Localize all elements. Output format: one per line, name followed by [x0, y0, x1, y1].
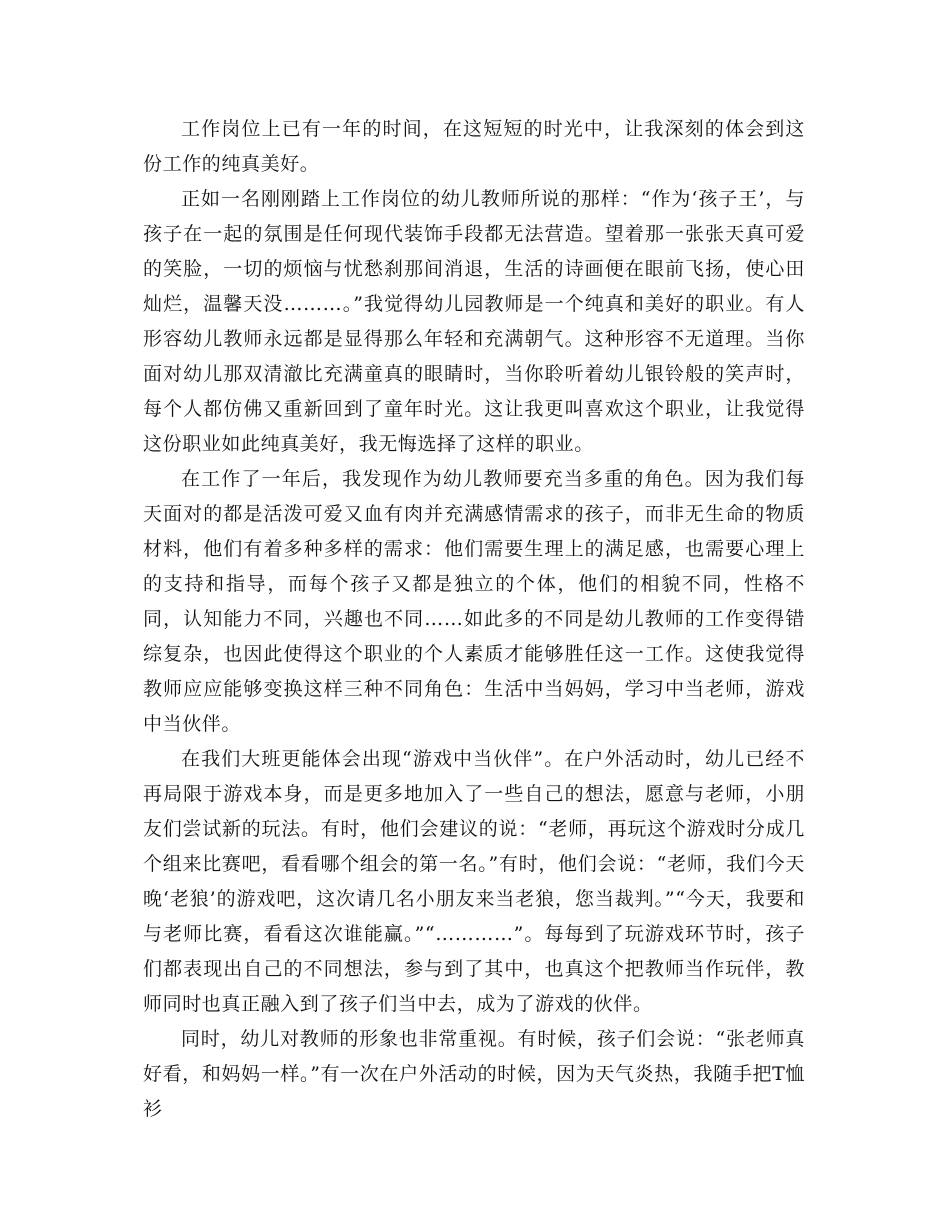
paragraph-2: 正如一名刚刚踏上工作岗位的幼儿教师所说的那样：“作为‘孩子王’，与孩子在一起的氛围是任何现代装饰手段都无法营造。望着那一张张天真可爱的笑脸，一切的烦恼与忧愁刹那间消退，生活的诗画便在眼前飞扬，使心田灿烂，温馨天没………。”我觉得幼儿园教师是一个纯真和美好的职业。有人形容幼儿教师永远都是显得那么年轻和充满朝气。这种形容不无道理。当你面对幼儿那双清澈比充满童真的眼睛时，当你聆听着幼儿银铃般的笑声时，每个人都仿佛又重新回到了童年时光。这让我更叫喜欢这个职业，让我觉得这份职业如此纯真美好，我无悔选择了这样的职业。 — [143, 188, 805, 455]
document-body — [143, 112, 805, 1127]
paragraph-1: 工作岗位上已有一年的时间，在这短短的时光中，让我深刻的体会到这份工作的纯真美好。 — [143, 118, 805, 175]
paragraph-5: 同时，幼儿对教师的形象也非常重视。有时候，孩子们会说：“张老师真好看，和妈妈一样。”有一次在户外活动的时候，因为天气炎热，我随手把T恤衫 — [143, 1028, 805, 1120]
paragraph-3: 在工作了一年后，我发现作为幼儿教师要充当多重的角色。因为我们每天面对的都是活泼可爱又血有肉并充满感情需求的孩子，而非无生命的物质材料，他们有着多种多样的需求：他们需要生理上的满足感，也需要心理上的支持和指导，而每个孩子又都是独立的个体，他们的相貌不同，性格不同，认知能力不同，兴趣也不同……如此多的不同是幼儿教师的工作变得错综复杂，也因此使得这个职业的个人素质才能够胜任这一工作。这使我觉得教师应应能够变换这样三种不同角色：生活中当妈妈，学习中当老师，游戏中当伙伴。 — [143, 468, 805, 735]
paragraph-4: 在我们大班更能体会出现“游戏中当伙伴”。在户外活动时，幼儿已经不再局限于游戏本身，而是更多地加入了一些自己的想法，愿意与老师，小朋友们尝试新的玩法。有时，他们会建议的说：“老师，再玩这个游戏时分成几个组来比赛吧，看看哪个组会的第一名。”有时，他们会说：“老师，我们今天晚‘老狼’的游戏吧，这次请几名小朋友来当老狼，您当裁判。”“今天，我要和与老师比赛，看看这次谁能赢。”“…………”。每每到了玩游戏环节时，孩子们都表现出自己的不同想法，参与到了其中，也真这个把教师当作玩伴，教师同时也真正融入到了孩子们当中去，成为了游戏的伙伴。 — [143, 748, 805, 1015]
